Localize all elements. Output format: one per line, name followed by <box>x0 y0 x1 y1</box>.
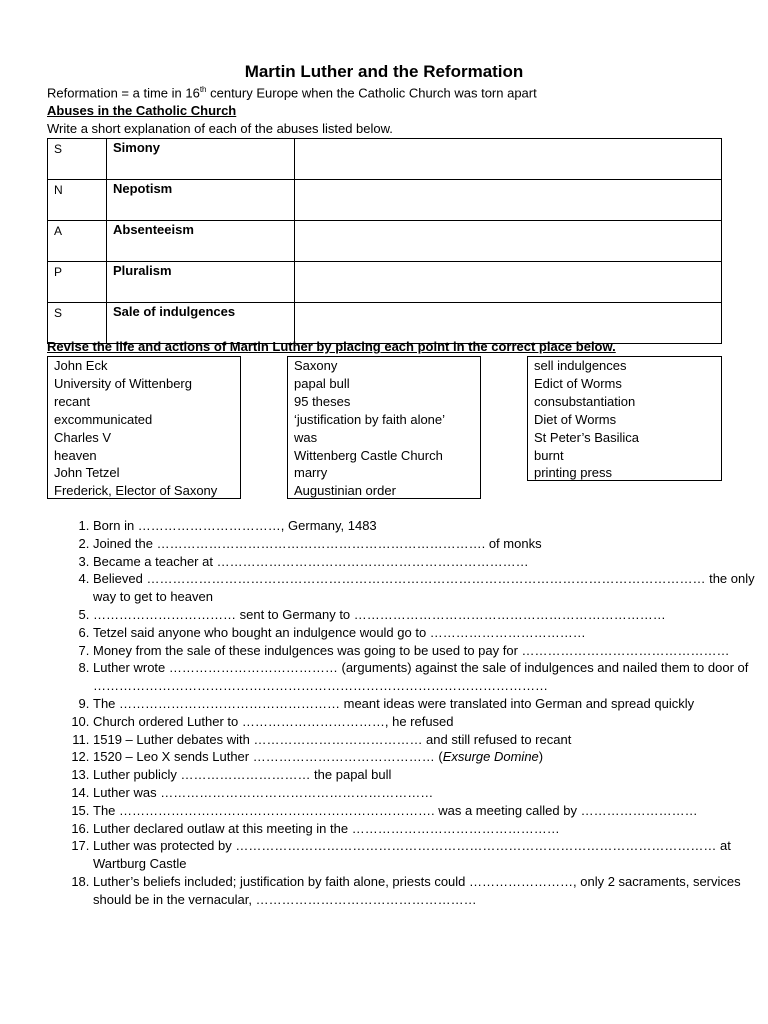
abuses-instruction: Write a short explanation of each of the abuses listed below. <box>47 121 393 136</box>
abuse-row <box>48 180 722 221</box>
question-item: 1. Born in ……………………………, Germany, 1483 <box>93 517 768 535</box>
word-bank-item: Frederick, Elector of Saxony <box>54 483 218 499</box>
word-bank-item: printing press <box>534 465 613 481</box>
question-item: 16. Luther declared outlaw at this meeting in the ………………………………………… <box>93 820 768 838</box>
word-bank-item: John Tetzel <box>54 465 120 481</box>
word-bank-item: sell indulgences <box>534 358 627 373</box>
question-item: 18. Luther’s beliefs included; justification by faith alone, priests could ……………………, only 2 sacraments, services should be in the vernacular, …………………………………………… <box>93 873 768 909</box>
abuse-explanation-field[interactable] <box>295 180 722 221</box>
abuse-row <box>48 221 722 262</box>
abuse-term: Absenteeism <box>107 221 295 262</box>
abuse-letter: S <box>48 303 107 344</box>
questions-list <box>47 517 768 909</box>
question-item: 17. Luther was protected by ………………………………………………………………………………………………… at Wartburg Castle <box>93 837 768 873</box>
question-text: 1520 – Leo X sends Luther …………………………………… ( <box>93 749 443 765</box>
word-bank-item: excommunicated <box>54 411 153 427</box>
question-item: 6. Tetzel said anyone who bought an indulgence would go to ……………………………… <box>93 624 768 642</box>
abuse-term: Nepotism <box>107 180 295 221</box>
abuse-term: Simony <box>107 139 295 180</box>
word-bank-item: St Peter’s Basilica <box>534 429 640 445</box>
word-bank-item: burnt <box>534 447 564 463</box>
word-bank-item: papal bull <box>294 375 350 391</box>
abuse-explanation-field[interactable] <box>295 303 722 344</box>
question-item: 7. Money from the sale of these indulgences was going to be used to pay for ………………………………………… <box>93 642 768 660</box>
reformation-definition <box>47 85 537 100</box>
word-bank-item: Saxony <box>294 358 338 373</box>
abuse-letter: P <box>48 262 107 303</box>
word-bank-item: Diet of Worms <box>534 411 617 427</box>
word-bank-item: was <box>294 429 318 445</box>
question-item: 3. Became a teacher at ……………………………………………………………… <box>93 553 768 571</box>
abuse-row <box>48 262 722 303</box>
abuse-term: Pluralism <box>107 262 295 303</box>
word-bank-item: Edict of Worms <box>534 375 622 391</box>
abuse-letter: S <box>48 139 107 180</box>
word-bank-item: Charles V <box>54 429 112 445</box>
question-item: 15. The ………………………………………………………………. was a meeting called by ……………………… <box>93 802 768 820</box>
abuse-row <box>48 303 722 344</box>
word-bank-item: Wittenberg Castle Church <box>294 447 443 463</box>
word-bank-item: 95 theses <box>294 393 351 409</box>
word-box-2 <box>287 356 481 499</box>
word-box-1 <box>47 356 241 499</box>
abuses-heading: Abuses in the Catholic Church <box>47 103 237 118</box>
revise-heading: Revise the life and actions of Martin Luther by placing each point in the correct place below. <box>47 339 616 354</box>
abuse-row <box>48 139 722 180</box>
abuse-term: Sale of indulgences <box>107 303 295 344</box>
abuse-explanation-field[interactable] <box>295 221 722 262</box>
word-bank-item: University of Wittenberg <box>54 375 192 391</box>
word-bank-item: heaven <box>54 447 97 463</box>
word-bank-item: John Eck <box>54 358 108 373</box>
question-item: 14. Luther was ……………………………………………………… <box>93 784 768 802</box>
abuse-letter: A <box>48 221 107 262</box>
question-item: 10. Church ordered Luther to ……………………………, he refused <box>93 713 768 731</box>
abuse-explanation-field[interactable] <box>295 139 722 180</box>
word-bank-item: recant <box>54 393 91 409</box>
abuses-table <box>47 138 722 344</box>
abuse-explanation-field[interactable] <box>295 262 722 303</box>
word-bank-item: consubstantiation <box>534 393 636 409</box>
question-item <box>93 748 768 766</box>
question-item: 2. Joined the …………………………………………………………………. of monks <box>93 535 768 553</box>
question-item: 9. The …………………………………………… meant ideas were translated into German and spread quickly <box>93 695 768 713</box>
question-item: 8. Luther wrote ………………………………… (arguments) against the sale of indulgences and nailed them to door of …………………………………………………………………………………………… <box>93 659 768 695</box>
question-item: 5. …………………………… sent to Germany to ……………………………………………………………… <box>93 606 768 624</box>
question-item: 4. Believed ………………………………………………………………………………………………………………… the only way to get to heaven <box>93 570 768 606</box>
question-item: 13. Luther publicly ………………………… the papal bull <box>93 766 768 784</box>
definition-superscript: th <box>199 85 207 94</box>
definition-text: Reformation = a time in 16 <box>47 85 200 101</box>
question-text-end: ) <box>538 749 544 765</box>
abuse-letter: N <box>48 180 107 221</box>
word-bank-item: marry <box>294 465 328 481</box>
definition-text-rest: century Europe when the Catholic Church was torn apart <box>206 85 537 101</box>
question-item: 11. 1519 – Luther debates with ………………………………… and still refused to recant <box>93 731 768 749</box>
word-box-3 <box>527 356 722 481</box>
word-bank-item: ‘justification by faith alone’ <box>294 411 446 427</box>
page-title: Martin Luther and the Reformation <box>244 62 524 81</box>
word-bank-item: Augustinian order <box>294 483 396 499</box>
question-italic-text: Exsurge Domine <box>442 749 539 765</box>
